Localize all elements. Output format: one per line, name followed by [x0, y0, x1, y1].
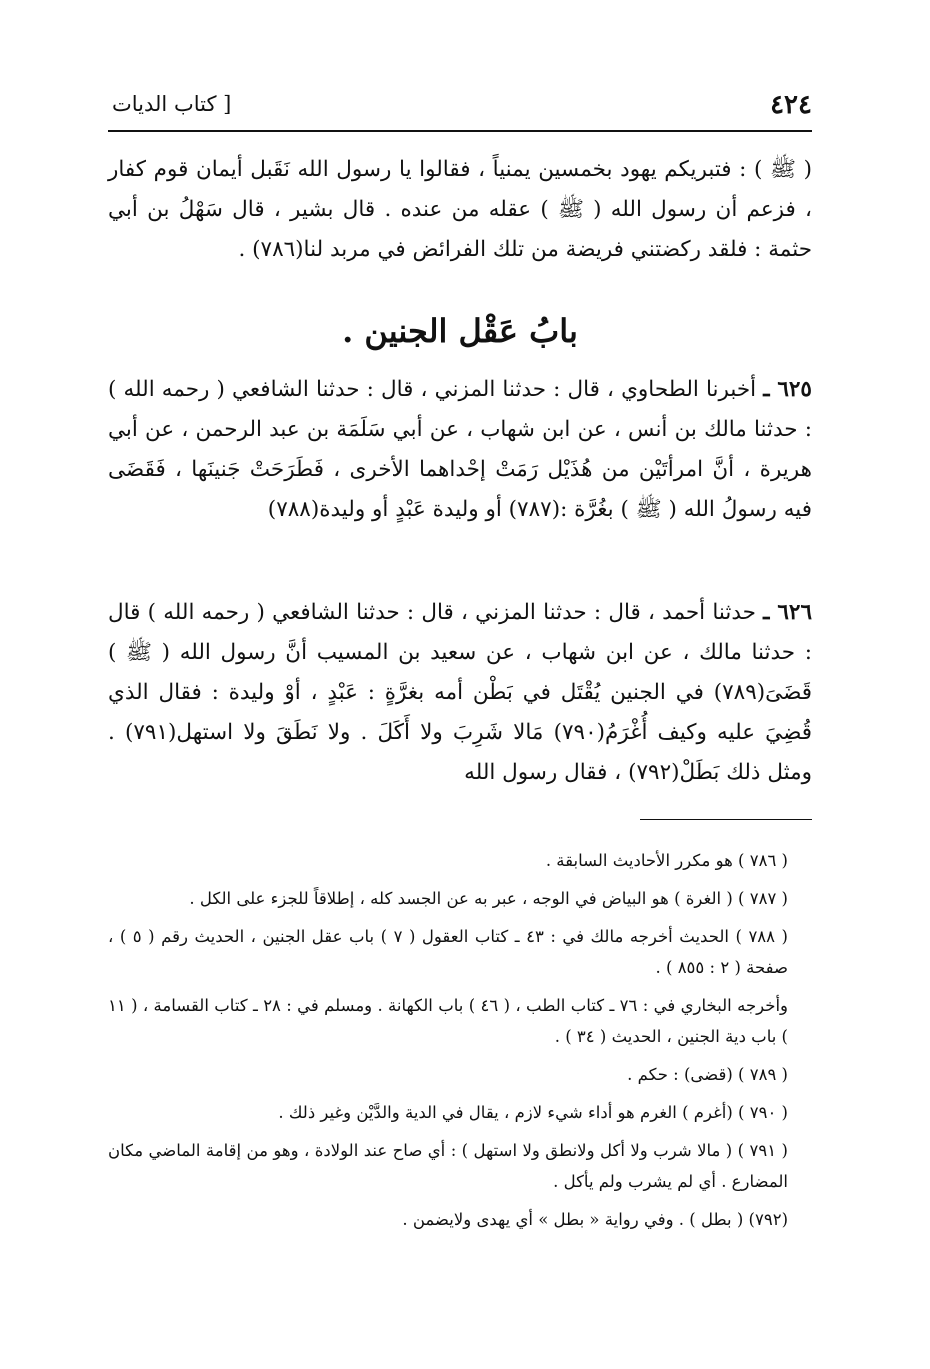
hadith-626: [108, 593, 812, 793]
hadith-number: ٦٢٥ ـ: [763, 377, 812, 402]
footnote-791: ( ٧٩١ ) ( مالا شرب ولا أكل ولانطق ولا استهل ) : أي صاح عند الولادة ، وهو من إقامة الماضي مكان المضارع . أي لم يشرب ولم يأكل .: [108, 1141, 788, 1191]
footnote-788-continuation: وأخرجه البخاري في : ٧٦ ـ كتاب الطب ، ( ٤٦ ) باب الكهانة . ومسلم في : ٢٨ ـ كتاب القسامة ، ( ١١ ) باب دية الجنين ، الحديث ( ٣٤ ) .: [108, 996, 789, 1046]
footnote-divider: [640, 819, 812, 820]
running-title: [ كتاب الديات: [112, 92, 232, 116]
footnote-788: ( ٧٨٨ ) الحديث أخرجه مالك في : ٤٣ ـ كتاب العقول ( ٧ ) باب عقل الجنين ، الحديث رقم ( ٥ ) ، صفحة ( ٢ : ٨٥٥ ) .: [108, 927, 788, 977]
page-header: [108, 86, 812, 130]
page-number: ٤٢٤: [770, 90, 812, 120]
footnote-790: ( ٧٩٠ ) (أغرم ) الغرم هو أداء شيء لازم ، يقال في الدية والدَّيْن وغير ذلك .: [278, 1103, 788, 1122]
hadith-text: حدثنا أحمد ، قال : حدثنا المزني ، قال : حدثنا الشافعي ( رحمه الله ) قال : حدثنا مالك ، عن ابن شهاب ، عن سعيد بن المسيب أنَّ رسول الله ( ﷺ ) قَضَىَ(٧٨٩) في الجنين يُقْتَل في بَطْن أمه بغرَّةٍ : عَبْدٍ ، أوْ وليدة : فقال الذي قُضِيَ عليه وكيف أُغْرَمُ(٧٩٠) مَالا شَرِبَ ولا أَكَلَ . ولا نَطَقَ ولا استهل(٧٩١) . ومثل ذلك بَطَلْ(٧٩٢) ، فقال رسول الله: [108, 600, 812, 785]
footnote-789: ( ٧٨٩ ) (قضى) : حكم .: [627, 1065, 788, 1084]
hadith-text: أخبرنا الطحاوي ، قال : حدثنا المزني ، قال : حدثنا الشافعي ( رحمه الله ) : حدثنا مالك بن أنس ، عن ابن شهاب ، عن أبي سَلَمَة بن عبد الرحمن ، عن أبي هريرة ، أنَّ امرأتَيْن من هُذَيْل رَمَتْ إحْداهما الأخرى ، فَطَرَحَتْ جَنينَها ، فَقَضَى فيه رسولُ الله ( ﷺ ) بغُرَّة :(٧٨٧) أو وليدة عَبْدٍ أو وليدة(٧٨٨): [108, 377, 812, 522]
intro-paragraph: [108, 150, 812, 270]
hadith-paragraph: [108, 593, 812, 793]
footnote-786: ( ٧٨٦ ) هو مكرر الأحاديث السابقة .: [545, 851, 788, 870]
header-divider: [108, 130, 812, 132]
intro-text: ( ﷺ ) : فتبريكم يهود بخمسين يمنياً ، فقالوا يا رسول الله نَقَبل أيمان قوم كفار ، فزعم أن رسول الله ( ﷺ ) عقله من عنده . قال بشير ، قال سَهْلُ بن أبي حثمة : فلقد ركضتني فريضة من تلك الفرائض في مربد لنا(٧٨٦) .: [108, 157, 812, 262]
chapter-title: بابُ عَقْل الجنين .: [342, 312, 578, 350]
hadith-number: ٦٢٦ ـ: [763, 600, 812, 625]
hadith-paragraph: [108, 370, 812, 530]
footnotes: [108, 845, 788, 1242]
footnote-787: ( ٧٨٧ ) ( الغرة ) هو البياض في الوجه ، عبر به عن الجسد كله ، إطلاقاً للجزء على الكل .: [189, 889, 788, 908]
footnote-792: (٧٩٢) ( بطل ) . وفي رواية « بطل » أي يهدى ولايضمن .: [402, 1210, 788, 1229]
hadith-625: [108, 370, 812, 530]
